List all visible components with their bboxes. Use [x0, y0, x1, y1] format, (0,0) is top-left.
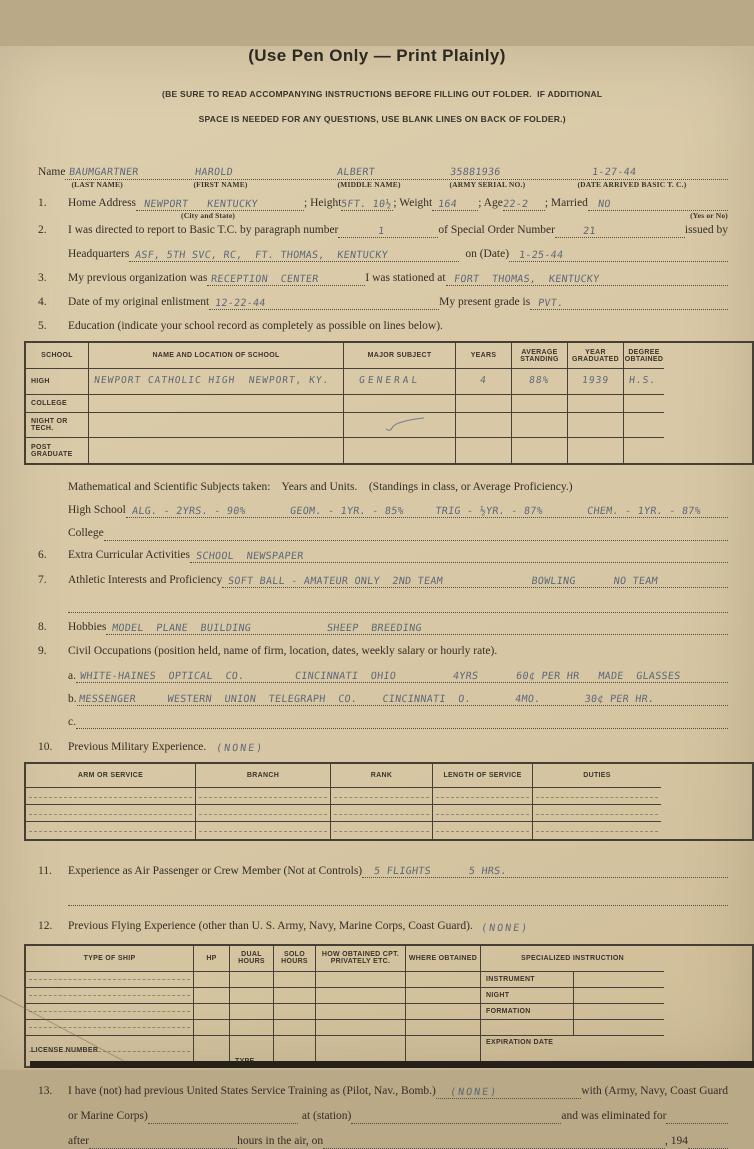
flying-experience-value: (NONE): [480, 922, 530, 934]
column-header: MAJOR SUBJECT: [344, 343, 456, 369]
question-13-line-2: [0, 1109, 754, 1124]
hobbies-label: Hobbies: [68, 621, 107, 634]
question-9a: [0, 668, 754, 683]
table-cell: [568, 438, 624, 463]
married-value: NO: [597, 198, 612, 210]
first-name-sublabel: (FIRST NAME): [193, 179, 248, 189]
table-cell: [196, 822, 331, 839]
hobbies-fill: [106, 620, 728, 635]
headquarters-value: ASF, 5TH SVC, RC, FT. THOMAS, KENTUCKY: [134, 249, 389, 261]
occupation-b-label: b.: [68, 692, 77, 705]
instructions-line-2: SPACE IS NEEDED FOR ANY QUESTIONS, USE BLANK LINES ON BACK OF FOLDER.): [198, 114, 566, 125]
table-cell: [316, 1004, 406, 1020]
question-6: [0, 548, 754, 563]
column-header: DUAL HOURS: [230, 946, 274, 972]
extra-curricular-label: Extra Curricular Activities: [68, 549, 190, 562]
previous-org-fill: [207, 271, 365, 286]
flying-experience-table: [24, 944, 754, 1068]
specialized-row-label: INSTRUMENT: [481, 972, 574, 988]
column-header: LENGTH OF SERVICE: [433, 764, 533, 788]
question-number: 7.: [38, 574, 47, 587]
specialized-row-label: NIGHT: [481, 988, 574, 1004]
table-cell: [194, 988, 230, 1004]
education-table: [24, 341, 754, 465]
table-cell: [533, 805, 661, 822]
serial-no-sublabel: (ARMY SERIAL NO.): [449, 179, 526, 189]
form-instructions: [0, 75, 754, 139]
occupation-a-label: a.: [68, 669, 76, 682]
question-number: 5.: [38, 319, 47, 332]
table-cell: [624, 395, 664, 413]
service-training-fill: [436, 1084, 581, 1099]
height-value: 5FT. 10½: [340, 198, 393, 210]
column-header: ARM OR SERVICE: [26, 764, 196, 788]
height-fill: [341, 196, 393, 211]
table-cell: [274, 1020, 316, 1036]
table-cell: [331, 805, 433, 822]
q2-text-a: I was directed to report to Basic T.C. by paragraph number: [68, 224, 339, 237]
headquarters-label: Headquarters: [68, 248, 130, 261]
blank-continuation-line: [0, 598, 754, 613]
paragraph-number-value: 1: [377, 225, 386, 237]
air-passenger-value: 5 FLIGHTS 5 HRS.: [373, 866, 508, 878]
stationed-at-fill: [446, 271, 728, 286]
table-cell: [512, 395, 568, 413]
occupation-b-value: MESSENGER WESTERN UNION TELEGRAPH CO. CINCINNATI O. 4MO. 30¢ PER HR.: [77, 693, 655, 705]
question-7: [0, 573, 754, 588]
extra-curricular-fill: [190, 548, 728, 563]
q2-text-c: issued by: [684, 224, 728, 237]
special-order-fill: [555, 223, 685, 238]
table-cell: [456, 413, 512, 438]
q13-text-g: hours in the air, on: [237, 1135, 324, 1148]
table-cell: [89, 395, 344, 413]
special-order-value: 21: [582, 225, 597, 237]
row-label: NIGHT OR TECH.: [26, 413, 89, 438]
q3-text-a: My previous organization was: [68, 272, 208, 285]
athletic-label: Athletic Interests and Proficiency: [68, 574, 223, 587]
occupation-c-label: c.: [68, 715, 76, 728]
table-cell: [89, 438, 344, 463]
middle-name-sublabel: (MIDDLE NAME): [337, 179, 401, 189]
question-number: 3.: [38, 272, 47, 285]
table-cell: [624, 438, 664, 463]
table-cell: [406, 1020, 481, 1036]
column-header: SOLO HOURS: [274, 946, 316, 972]
q13-text-c: or Marine Corps): [68, 1110, 148, 1123]
math-subjects-intro: [0, 480, 754, 494]
stray-pen-mark: [382, 415, 422, 433]
column-header: WHERE OBTAINED: [406, 946, 481, 972]
row-label: POST GRADUATE: [26, 438, 89, 463]
q13-text-a: I have (not) had previous United States Service Training as (Pilot, Nav., Bomb.): [68, 1085, 436, 1098]
question-number: 2.: [38, 224, 47, 237]
name-line: [0, 165, 754, 189]
occupation-b-fill: [77, 691, 728, 706]
date-arrived-value: 1-27-44: [591, 166, 638, 178]
athletic-value: SOFT BALL - AMATEUR ONLY 2ND TEAM BOWLING NO TEAM: [227, 575, 659, 587]
column-header: YEAR GRADUATED: [568, 343, 624, 369]
serial-no-value: 35881936: [449, 166, 502, 178]
table-cell: [26, 805, 196, 822]
flying-experience-label: Previous Flying Experience (other than U. S. Army, Navy, Marine Corps, Coast Guard).: [68, 920, 473, 933]
table-cell: [331, 822, 433, 839]
column-header: HP: [194, 946, 230, 972]
table-cell: [26, 988, 194, 1004]
blank-fill: [68, 598, 728, 613]
q4-text-b: My present grade is: [439, 296, 531, 309]
question-1: [0, 196, 754, 220]
form-title: (Use Pen Only — Print Plainly): [248, 46, 506, 65]
high-school-subjects-value: ALG. - 2YRS. - 90% GEOM. - 1YR. - 85% TRIG - ½YR. - 87% CHEM. - 1YR. - 87%: [131, 505, 702, 517]
table-cell: [456, 438, 512, 463]
column-header: SCHOOL: [26, 343, 89, 369]
table-cell: [196, 788, 331, 805]
column-header: AVERAGE STANDING: [512, 343, 568, 369]
specialized-row-label: FORMATION: [481, 1004, 574, 1020]
question-number: 1.: [38, 197, 47, 210]
yes-no-sublabel: (Yes or No): [690, 210, 728, 220]
city-state-sublabel: (City and State): [181, 210, 236, 220]
extra-curricular-value: SCHOOL NEWSPAPER: [195, 550, 305, 562]
question-3: [0, 271, 754, 286]
high-school-fill: [126, 503, 728, 518]
married-label: ; Married: [544, 197, 588, 210]
table-cell: [26, 788, 196, 805]
married-fill: [588, 196, 728, 220]
question-number: 6.: [38, 549, 47, 562]
table-cell: [574, 988, 664, 1004]
question-8: [0, 620, 754, 635]
occupation-c-fill: [76, 714, 728, 729]
table-cell: [574, 1020, 664, 1036]
question-9: [0, 644, 754, 658]
on-date-label: on (Date): [465, 248, 510, 261]
table-cell: [331, 788, 433, 805]
grade-value: PVT.: [537, 297, 565, 309]
high-school-label: High School: [68, 504, 126, 517]
grade-fill: [530, 295, 728, 310]
table-cell: [194, 1020, 230, 1036]
table-cell: [344, 413, 456, 438]
table-cell: [26, 972, 194, 988]
question-number: 11.: [38, 864, 52, 877]
column-header: TYPE OF SHIP: [26, 946, 194, 972]
column-header: NAME AND LOCATION OF SCHOOL: [89, 343, 344, 369]
question-number: 9.: [38, 644, 47, 657]
instructions-line-1: (BE SURE TO READ ACCOMPANYING INSTRUCTIONS BEFORE FILLING OUT FOLDER. IF ADDITIONAL: [162, 88, 603, 99]
occupation-a-value: WHITE-HAINES OPTICAL CO. CINCINNATI OHIO 4YRS 60¢ PER HR MADE GLASSES: [79, 670, 682, 682]
last-name-value: BAUMGARTNER: [68, 166, 140, 178]
weight-fill: [432, 196, 478, 211]
table-cell: [89, 369, 344, 395]
table-cell: [316, 972, 406, 988]
q3-text-b: I was stationed at: [365, 272, 446, 285]
first-name-value: HAROLD: [194, 166, 235, 178]
question-13-line-1: [0, 1084, 754, 1099]
previous-org-value: RECEPTION CENTER: [210, 273, 320, 285]
question-number: 13.: [38, 1085, 53, 1098]
paragraph-number-fill: [338, 223, 438, 238]
column-header: DUTIES: [533, 764, 661, 788]
headquarters-fill: [129, 247, 459, 262]
name-fill: [65, 165, 728, 189]
weight-label: ; Weight: [393, 197, 433, 210]
license-number-label: LICENSE NUMBER: [26, 1036, 194, 1066]
table-cell: [512, 413, 568, 438]
stationed-at-value: FORT THOMAS, KENTUCKY: [452, 273, 600, 285]
air-passenger-label: Experience as Air Passenger or Crew Member (Not at Controls): [68, 864, 363, 877]
table-cell: [406, 972, 481, 988]
home-address-value: NEWPORT KENTUCKY: [143, 198, 259, 210]
age-label: ; Age: [478, 197, 503, 210]
occupation-a-fill: [76, 668, 728, 683]
question-number: 10.: [38, 740, 53, 753]
column-header: DEGREE OBTAINED: [624, 343, 664, 369]
question-9c: [0, 714, 754, 729]
scan-bottom-edge: [30, 1061, 754, 1068]
date-on-fill: [323, 1134, 665, 1149]
table-cell: [274, 988, 316, 1004]
table-cell: [344, 395, 456, 413]
date-arrived-sublabel: (DATE ARRIVED BASIC T. C.): [577, 179, 687, 189]
height-label: ; Height: [304, 197, 342, 210]
table-cell: [196, 805, 331, 822]
enlistment-date-fill: [209, 295, 439, 310]
q13-text-b: with (Army, Navy, Coast Guard: [581, 1085, 728, 1098]
military-experience-value: (NONE): [215, 743, 266, 755]
table-cell: [194, 1004, 230, 1020]
row-label: COLLEGE: [26, 395, 89, 413]
weight-value: 164: [437, 198, 458, 210]
table-cell: [230, 1004, 274, 1020]
hours-fill: [89, 1134, 237, 1149]
athletic-fill: [222, 573, 728, 588]
question-9b: [0, 691, 754, 706]
table-cell: [230, 988, 274, 1004]
military-experience-table: [24, 762, 754, 841]
q4-text-a: Date of my original enlistment: [68, 296, 210, 309]
branch-fill: [148, 1109, 298, 1124]
question-number: 12.: [38, 920, 53, 933]
order-date-value: 1-25-44: [518, 249, 564, 261]
table-cell: [624, 369, 664, 395]
table-cell: [456, 395, 512, 413]
table-cell: [344, 438, 456, 463]
order-date-fill: [509, 247, 728, 262]
q13-text-e: and was eliminated for: [561, 1110, 667, 1123]
air-passenger-fill: [362, 863, 728, 878]
table-cell: [274, 1004, 316, 1020]
blank-fill: [68, 891, 728, 906]
question-2-line-1: [0, 223, 754, 238]
name-label: Name: [38, 166, 66, 179]
military-experience-label: Previous Military Experience.: [68, 740, 207, 753]
hobbies-value: MODEL PLANE BUILDING SHEEP BREEDING: [111, 622, 423, 634]
table-cell: [512, 369, 568, 395]
station-fill: [351, 1109, 561, 1124]
table-cell: [624, 413, 664, 438]
table-cell: [406, 988, 481, 1004]
q13-text-d: at (station): [301, 1110, 352, 1123]
table-cell: [26, 1004, 194, 1020]
table-cell: [574, 1004, 664, 1020]
education-label: Education (indicate your school record as completely as possible on lines below).: [68, 319, 443, 332]
enlistment-date-value: 12-22-44: [214, 297, 267, 309]
question-5: [0, 319, 754, 333]
question-12: [0, 919, 754, 933]
years-value: 4: [479, 375, 488, 387]
table-cell: [456, 369, 512, 395]
table-cell: [26, 822, 196, 839]
table-cell: [433, 805, 533, 822]
row-label: HIGH: [26, 369, 89, 395]
question-number: 4.: [38, 296, 47, 309]
question-10: [0, 740, 754, 754]
table-cell: [533, 788, 661, 805]
column-header: RANK: [331, 764, 433, 788]
table-cell: [568, 413, 624, 438]
question-13-line-3: [0, 1134, 754, 1149]
year-fill: [688, 1134, 728, 1149]
home-address-fill: [136, 196, 304, 220]
college-fill: [104, 526, 728, 541]
middle-name-value: ALBERT: [336, 166, 377, 178]
table-cell: [316, 1020, 406, 1036]
question-4: [0, 295, 754, 310]
math-intro-text: Mathematical and Scientific Subjects taken: Years and Units. (Standings in class, or Average Proficiency.): [68, 481, 573, 494]
standing-value: 88%: [528, 375, 551, 387]
degree-value: H.S.: [628, 375, 657, 387]
question-number: 8.: [38, 621, 47, 634]
college-label: College: [68, 527, 104, 540]
age-fill: [503, 196, 545, 211]
question-2-line-2: [0, 247, 754, 262]
table-cell: [274, 972, 316, 988]
q13-text-h: , 194: [665, 1135, 688, 1148]
last-name-sublabel: (LAST NAME): [71, 179, 123, 189]
table-cell: [89, 413, 344, 438]
column-header: YEARS: [456, 343, 512, 369]
eliminated-fill: [666, 1109, 728, 1124]
q13-text-f: after: [68, 1135, 90, 1148]
table-cell: [344, 369, 456, 395]
table-cell: [230, 1020, 274, 1036]
table-cell: [194, 972, 230, 988]
column-header: SPECIALIZED INSTRUCTION: [481, 946, 664, 972]
expiration-date-label: EXPIRATION DATE: [486, 1038, 554, 1046]
age-value: 22-2: [502, 198, 529, 210]
civil-occupations-label: Civil Occupations (position held, name of firm, location, dates, weekly salary or hourly rate).: [68, 644, 498, 657]
home-address-label: Home Address: [68, 197, 137, 210]
service-training-value: (NONE): [449, 1086, 499, 1098]
form-page: [0, 46, 754, 1148]
blank-continuation-line-2: [0, 891, 754, 906]
table-cell: [230, 972, 274, 988]
math-college-line: [0, 526, 754, 541]
table-cell: [568, 395, 624, 413]
table-cell: [406, 1004, 481, 1020]
column-header: HOW OBTAINED CPT. PRIVATELY ETC.: [316, 946, 406, 972]
column-header: BRANCH: [196, 764, 331, 788]
specialized-row-label: [481, 1020, 574, 1036]
question-11: [0, 863, 754, 878]
table-cell: [433, 788, 533, 805]
q2-text-b: of Special Order Number: [438, 224, 555, 237]
table-cell: [433, 822, 533, 839]
school-name-value: NEWPORT CATHOLIC HIGH NEWPORT, KY.: [93, 375, 330, 387]
table-cell: [316, 988, 406, 1004]
table-cell: [533, 822, 661, 839]
table-cell: [574, 972, 664, 988]
table-cell: [512, 438, 568, 463]
math-high-school-line: [0, 503, 754, 518]
table-cell: [568, 369, 624, 395]
major-value: GENERAL: [358, 375, 421, 387]
year-grad-value: 1939: [581, 375, 610, 387]
